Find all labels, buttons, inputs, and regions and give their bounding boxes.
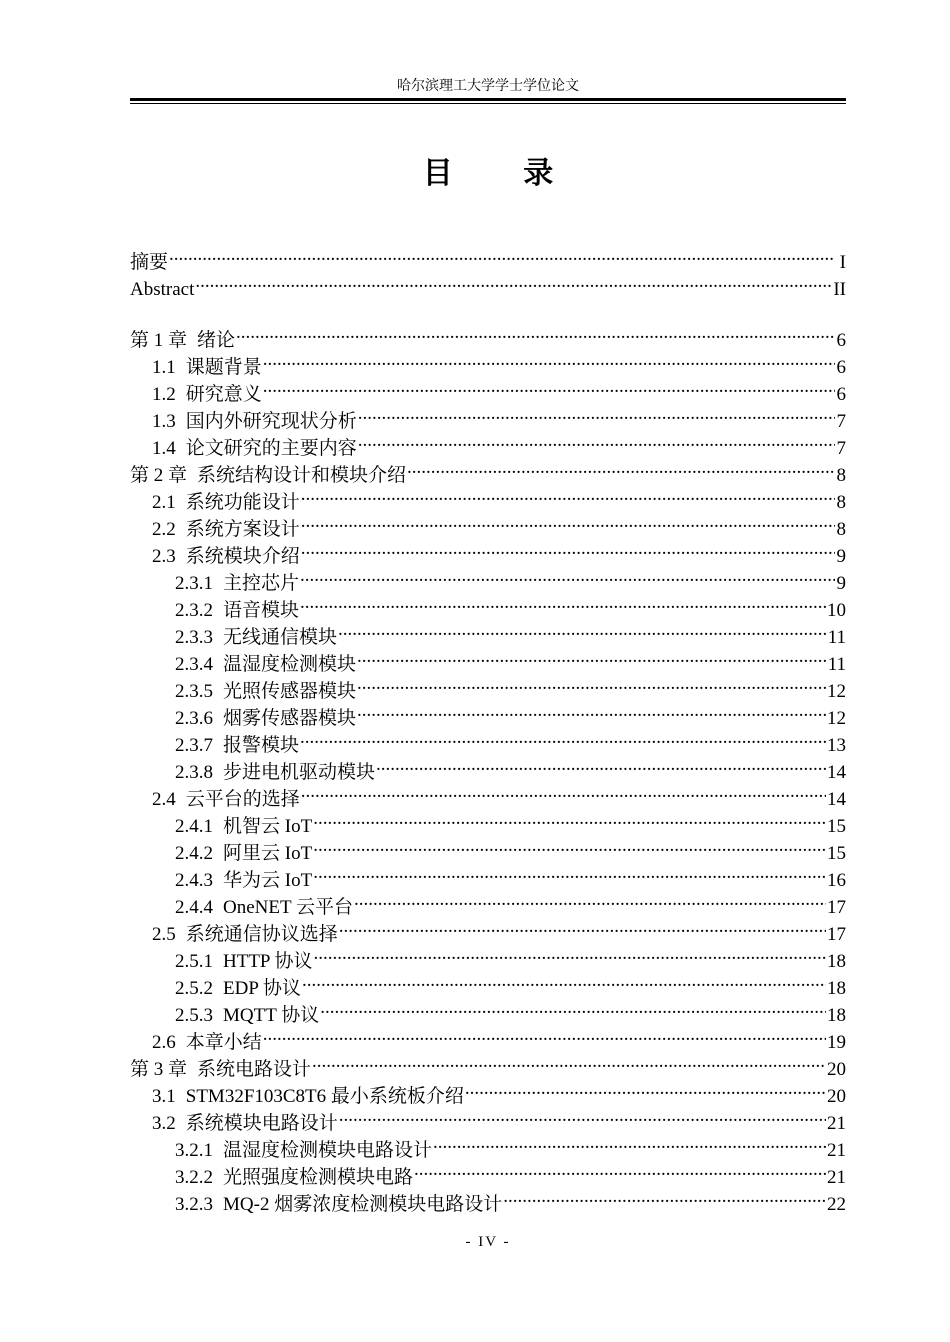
toc-dot-leader xyxy=(465,1075,826,1102)
toc-entry-label: 论文研究的主要内容 xyxy=(185,438,357,459)
toc-dot-leader xyxy=(414,1156,826,1183)
toc-entry-page: 6 xyxy=(836,384,846,405)
toc-dot-leader xyxy=(301,508,835,535)
toc-entry-page: 12 xyxy=(827,708,846,729)
toc-entry-page: 20 xyxy=(827,1086,846,1107)
header-rule-thick xyxy=(130,98,846,101)
toc-entry-number: 2.3 xyxy=(152,546,176,567)
toc-entry-number: 2.5 xyxy=(152,924,176,945)
toc-entry-number: 2.4.3 xyxy=(175,870,213,891)
toc-dot-leader xyxy=(301,535,835,562)
toc-entry-number: 3.1 xyxy=(152,1086,176,1107)
toc-entry-label: Abstract xyxy=(130,279,195,300)
toc-entry-label: 步进电机驱动模块 xyxy=(223,762,376,783)
toc-entry-page: 14 xyxy=(827,762,846,783)
toc-entry-label: 报警模块 xyxy=(223,735,300,756)
toc-entry-number: 2.5.2 xyxy=(175,978,213,999)
toc-entry-label: 系统模块介绍 xyxy=(185,546,300,567)
toc-entry-number: 2.3.7 xyxy=(175,735,213,756)
toc-dot-leader xyxy=(301,778,826,805)
toc-entry-page: 21 xyxy=(827,1113,846,1134)
toc-entry-page: 11 xyxy=(827,627,846,648)
toc-dot-leader xyxy=(339,913,826,940)
toc-entry-number: 3.2.1 xyxy=(175,1140,213,1161)
toc-dot-leader xyxy=(313,805,826,832)
toc-dot-leader xyxy=(358,400,835,427)
toc-dot-leader xyxy=(300,562,835,589)
toc-dot-leader xyxy=(357,670,826,697)
toc-dot-leader xyxy=(300,724,826,751)
toc-entry-page: 22 xyxy=(827,1194,846,1215)
toc-entry-page: 7 xyxy=(836,438,846,459)
toc-entry-number: 3.2.2 xyxy=(175,1167,213,1188)
toc-entry-number: 1.2 xyxy=(152,384,176,405)
toc-entry-label: 系统结构设计和模块介绍 xyxy=(197,465,407,486)
toc-entry-page: 9 xyxy=(836,546,846,567)
toc-dot-leader xyxy=(358,427,835,454)
toc-entry-label: 云平台的选择 xyxy=(185,789,300,810)
toc-entry-page: 6 xyxy=(836,357,846,378)
toc-entry-number: 3.2 xyxy=(152,1113,176,1134)
toc-entry-label: 温湿度检测模块 xyxy=(223,654,357,675)
toc-entry-label: 光照强度检测模块电路 xyxy=(223,1167,414,1188)
toc-entry-page: 7 xyxy=(836,411,846,432)
toc-entry-page: 8 xyxy=(836,465,846,486)
toc-entry-page: 9 xyxy=(836,573,846,594)
toc-entry-page: 12 xyxy=(827,681,846,702)
toc-entry-label: 系统方案设计 xyxy=(185,519,300,540)
toc-entry-page: 21 xyxy=(827,1140,846,1161)
toc-entry-page: 18 xyxy=(827,978,846,999)
toc-dot-leader xyxy=(312,1048,826,1075)
toc-entry-number: 2.2 xyxy=(152,519,176,540)
toc-entry-label: OneNET 云平台 xyxy=(223,897,353,918)
toc-entry-page: 8 xyxy=(836,492,846,513)
toc-entry-page: 13 xyxy=(827,735,846,756)
toc-entry[interactable] xyxy=(130,241,846,273)
toc-entry-page: 19 xyxy=(827,1032,846,1053)
toc-dot-leader xyxy=(169,241,835,268)
toc-entry-number: 2.4 xyxy=(152,789,176,810)
toc-entry-page: 15 xyxy=(827,816,846,837)
toc-dot-leader xyxy=(236,319,835,346)
toc-entry-label: 系统功能设计 xyxy=(185,492,300,513)
toc-entry-number: 2.5.1 xyxy=(175,951,213,972)
running-header: 哈尔滨理工大学学士学位论文 xyxy=(397,79,579,94)
toc-entry-label: 系统电路设计 xyxy=(197,1059,312,1080)
toc-entry-label: 烟雾传感器模块 xyxy=(223,708,357,729)
toc-entry-label: 系统模块电路设计 xyxy=(185,1113,338,1134)
toc-entry-number: 1.1 xyxy=(152,357,176,378)
toc-entry-page: 18 xyxy=(827,951,846,972)
toc-entry-label: 机智云 IoT xyxy=(223,816,313,837)
toc-entry-label: 国内外研究现状分析 xyxy=(185,411,357,432)
toc-entry-number: 2.1 xyxy=(152,492,176,513)
toc-entry-number: 2.3.1 xyxy=(175,573,213,594)
toc-dot-leader xyxy=(313,832,826,859)
toc-entry-page: 15 xyxy=(827,843,846,864)
toc-entry-number: 第 2 章 xyxy=(130,465,188,486)
toc-entry-number: 第 1 章 xyxy=(130,330,188,351)
toc-dot-leader xyxy=(263,1021,826,1048)
toc-entry-page: 17 xyxy=(827,924,846,945)
toc-dot-leader xyxy=(433,1129,826,1156)
toc-entry-label: 温湿度检测模块电路设计 xyxy=(223,1140,433,1161)
toc-dot-leader xyxy=(320,994,826,1021)
toc-entry-label: 主控芯片 xyxy=(223,573,300,594)
toc-entry-number: 2.3.6 xyxy=(175,708,213,729)
toc-entry-number: 2.6 xyxy=(152,1032,176,1053)
toc-entry-label: EDP 协议 xyxy=(223,978,301,999)
toc-entry-label: STM32F103C8T6 最小系统板介绍 xyxy=(185,1086,464,1107)
toc-dot-leader xyxy=(354,886,826,913)
toc-dot-leader xyxy=(195,268,832,295)
toc-entry-label: 光照传感器模块 xyxy=(223,681,357,702)
toc-entry-label: 摘要 xyxy=(130,252,169,273)
toc-entry-number: 1.3 xyxy=(152,411,176,432)
toc-dot-leader xyxy=(302,967,826,994)
toc-dot-leader xyxy=(357,697,826,724)
toc-entry-page: 8 xyxy=(836,519,846,540)
toc-entry-label: 课题背景 xyxy=(185,357,262,378)
toc-entry-label: 研究意义 xyxy=(185,384,262,405)
toc-dot-leader xyxy=(339,1102,826,1129)
table-of-contents xyxy=(130,241,846,1215)
toc-entry-number: 2.5.3 xyxy=(175,1005,213,1026)
toc-entry-page: 18 xyxy=(827,1005,846,1026)
toc-entry-number: 2.4.4 xyxy=(175,897,213,918)
toc-entry-page: 11 xyxy=(827,654,846,675)
toc-entry-page: 21 xyxy=(827,1167,846,1188)
toc-entry-label: 语音模块 xyxy=(223,600,300,621)
toc-entry[interactable] xyxy=(130,346,846,378)
toc-entry-number: 1.4 xyxy=(152,438,176,459)
toc-entry-label: 华为云 IoT xyxy=(223,870,313,891)
toc-dot-leader xyxy=(263,346,835,373)
toc-entry-label: 阿里云 IoT xyxy=(223,843,313,864)
toc-entry-label: 无线通信模块 xyxy=(223,627,338,648)
toc-entry-number: 3.2.3 xyxy=(175,1194,213,1215)
toc-entry-number: 2.3.3 xyxy=(175,627,213,648)
toc-dot-leader xyxy=(407,454,835,481)
toc-dot-leader xyxy=(313,859,826,886)
toc-entry-label: MQTT 协议 xyxy=(223,1005,320,1026)
toc-entry-number: 第 3 章 xyxy=(130,1059,188,1080)
toc-dot-leader xyxy=(300,589,826,616)
toc-entry-number: 2.4.2 xyxy=(175,843,213,864)
toc-entry[interactable] xyxy=(130,319,846,351)
toc-entry-number: 2.3.2 xyxy=(175,600,213,621)
toc-entry-page: 20 xyxy=(827,1059,846,1080)
toc-dot-leader xyxy=(503,1183,826,1210)
toc-entry-page: 16 xyxy=(827,870,846,891)
toc-dot-leader xyxy=(357,643,827,670)
toc-entry-number: 2.4.1 xyxy=(175,816,213,837)
toc-entry-page: 6 xyxy=(836,330,846,351)
page-number: - IV - xyxy=(465,1234,511,1250)
toc-entry-number: 2.3.5 xyxy=(175,681,213,702)
toc-entry-page: 10 xyxy=(827,600,846,621)
toc-dot-leader xyxy=(376,751,826,778)
toc-entry-label: HTTP 协议 xyxy=(223,951,313,972)
toc-dot-leader xyxy=(338,616,827,643)
toc-entry-page: I xyxy=(839,252,846,273)
toc-entry-label: MQ-2 烟雾浓度检测模块电路设计 xyxy=(223,1194,503,1215)
toc-entry-number: 2.3.4 xyxy=(175,654,213,675)
toc-entry-label: 本章小结 xyxy=(185,1032,262,1053)
toc-entry-label: 绪论 xyxy=(197,330,236,351)
toc-entry-page: 17 xyxy=(827,897,846,918)
toc-entry[interactable] xyxy=(130,268,846,300)
toc-entry-page: II xyxy=(833,279,846,300)
header-rule-thin xyxy=(130,103,846,104)
toc-title: 目 录 xyxy=(422,156,584,191)
toc-entry-number: 2.3.8 xyxy=(175,762,213,783)
toc-dot-leader xyxy=(301,481,835,508)
toc-dot-leader xyxy=(314,940,826,967)
toc-dot-leader xyxy=(263,373,835,400)
toc-entry-page: 14 xyxy=(827,789,846,810)
toc-entry-label: 系统通信协议选择 xyxy=(185,924,338,945)
